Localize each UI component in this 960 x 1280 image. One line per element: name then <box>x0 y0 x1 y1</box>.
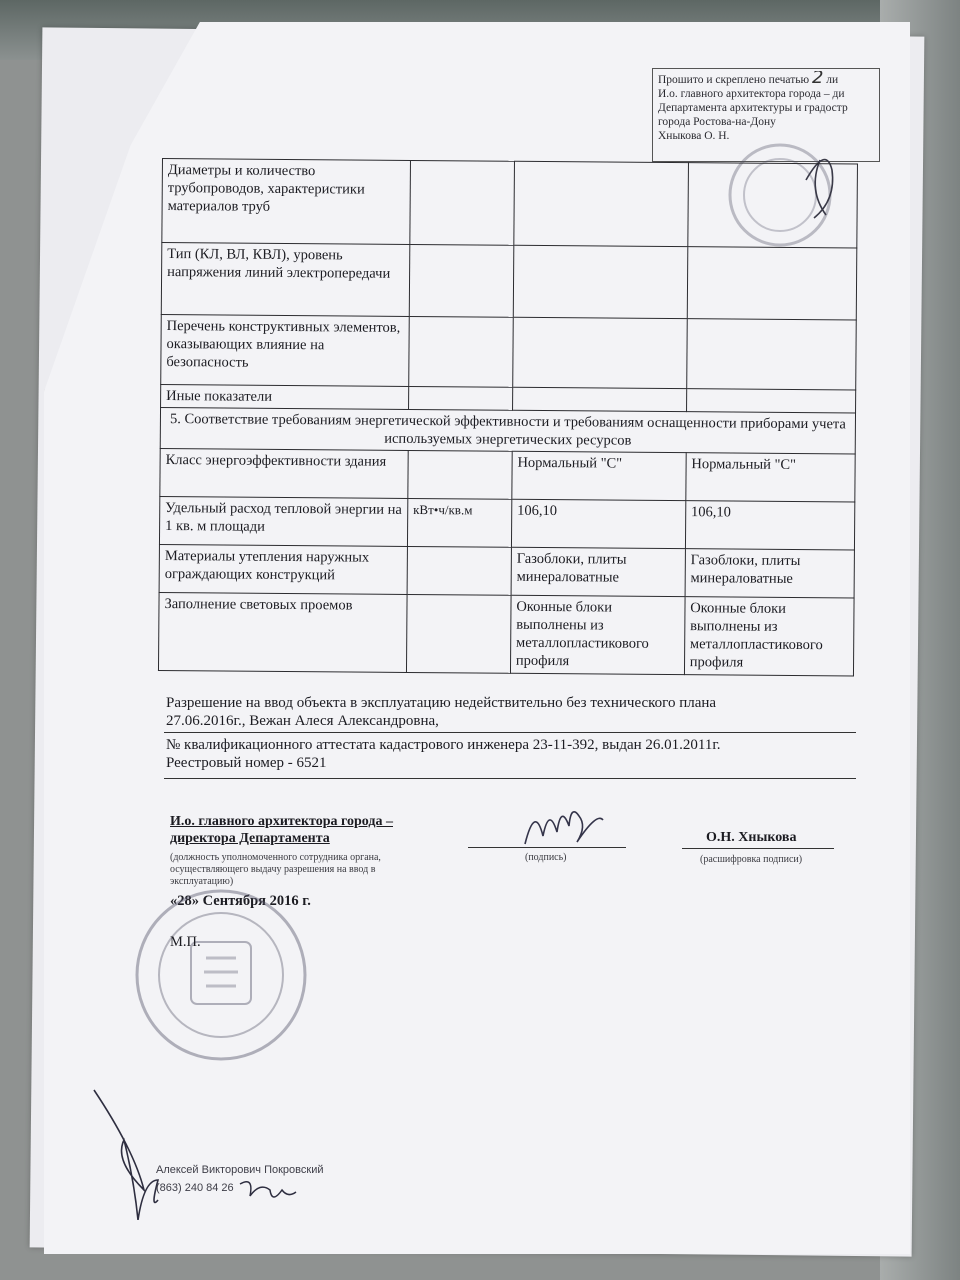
note-line-2: 27.06.2016г., Вежан Алеся Александровна, <box>166 713 439 729</box>
table-row <box>158 592 854 675</box>
stamp-line-3: Департамента архитектуры и градостр <box>658 102 848 114</box>
handwritten-count: 2 <box>811 71 824 87</box>
project-value: Нормальный "С" <box>512 451 686 500</box>
project-value: Газоблоки, плиты минераловатные <box>511 547 685 596</box>
actual-value: Газоблоки, плиты минераловатные <box>685 549 855 598</box>
actual-value: 106,10 <box>685 501 855 550</box>
row-label: Класс энергоэффективности здания <box>160 448 408 498</box>
position-caption: (должность уполномоченного сотрудника органа, осуществляющего выдачу разрешения на ввод в эксплуатацию) <box>170 852 381 887</box>
name-line <box>682 848 834 849</box>
indicators-table <box>158 158 858 676</box>
name-caption: (расшифровка подписи) <box>700 854 803 865</box>
divider <box>164 778 856 779</box>
divider <box>164 732 856 733</box>
row-label: Иные показатели <box>161 384 409 409</box>
seal-place-label: М.П. <box>170 934 201 950</box>
row-label: Тип (КЛ, ВЛ, КВЛ), уровень напряжения линий электропередачи <box>161 243 409 317</box>
section-title: 5. Соответствие требованиям энергетической эффективности и требованиям оснащенности приборами учета используемых энергетических ресурсов <box>160 407 855 453</box>
unit-cell: кВт•ч/кв.м <box>407 498 511 547</box>
executor-signature <box>90 1080 320 1220</box>
signature-caption: (подпись) <box>525 852 567 863</box>
position-title-2: директора Департамента <box>170 831 330 846</box>
unit-cell <box>408 450 512 499</box>
row-label: Удельный расход тепловой энергии на 1 кв. м площади <box>159 496 407 546</box>
table-row <box>161 243 857 320</box>
stamp-line-5: Хныкова О. Н. <box>658 130 730 142</box>
row-label: Перечень конструктивных элементов, оказывающих влияние на безопасность <box>161 314 409 386</box>
table-row <box>162 159 858 248</box>
signer-name: О.Н. Хныкова <box>706 830 797 845</box>
table-row <box>159 496 854 549</box>
executor-phone: (863) 240 84 26 <box>156 1182 234 1194</box>
handwritten-signature <box>505 800 615 860</box>
position-title-1: И.о. главного архитектора города – <box>170 814 393 829</box>
actual-value: Оконные блоки выполнены из металлопластикового профиля <box>684 597 854 676</box>
unit-cell <box>407 546 511 595</box>
table-row <box>160 448 855 501</box>
project-value: 106,10 <box>511 499 685 548</box>
row-label: Заполнение световых проемов <box>158 592 407 672</box>
stamp-line-1: Прошито и скреплено печатью 2 ли <box>658 71 874 87</box>
official-seal <box>126 880 316 1070</box>
note-line-4: Реестровый номер - 6521 <box>166 755 327 771</box>
unit-cell <box>406 594 511 673</box>
note-line-1: Разрешение на ввод объекта в эксплуатацию недействительно без технического плана <box>166 695 717 711</box>
project-value: Оконные блоки выполнены из металлопластикового профиля <box>510 595 684 674</box>
actual-value: Нормальный "С" <box>686 453 856 502</box>
table-row <box>161 314 857 389</box>
stamp-line-4: города Ростова-на-Дону <box>658 116 776 128</box>
section-header-row <box>160 407 855 453</box>
row-label: Материалы утепления наружных ограждающих конструкций <box>159 544 407 594</box>
executor-name: Алексей Викторович Покровский <box>156 1164 324 1176</box>
stamp-line-2: И.о. главного архитектора города – ди <box>658 88 845 100</box>
issue-date: «28» Сентября 2016 г. <box>170 893 311 909</box>
row-label: Диаметры и количество трубопроводов, характеристики материалов труб <box>162 159 411 245</box>
table-row <box>159 544 854 597</box>
note-line-3: № квалификационного аттестата кадастрового инженера 23-11-392, выдан 26.01.2011г. <box>166 737 721 753</box>
